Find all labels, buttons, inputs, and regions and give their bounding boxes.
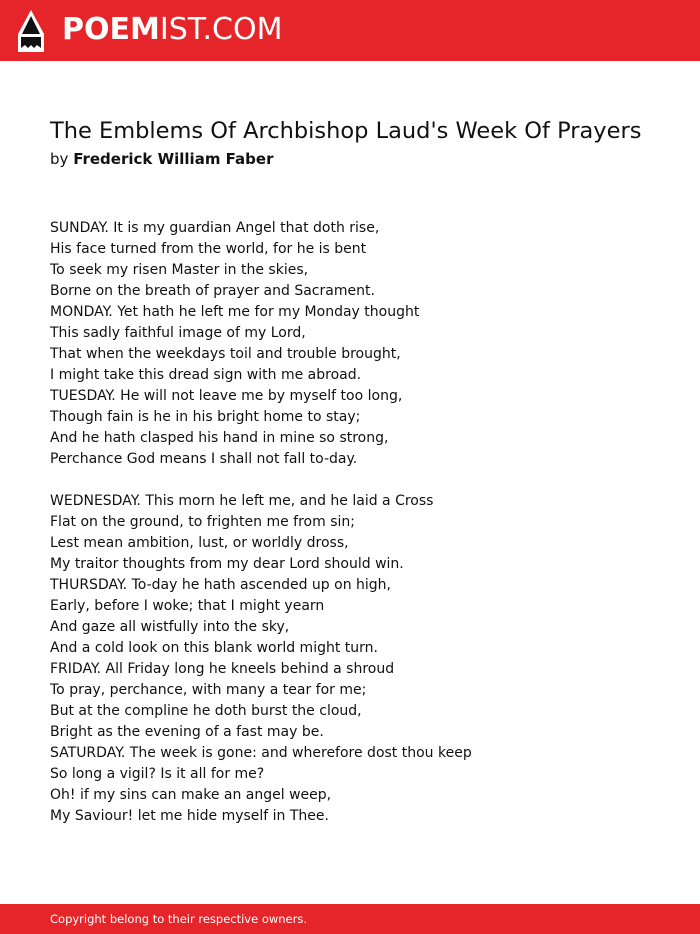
poem-line: His face turned from the world, for he is bent [50, 241, 367, 257]
poem-line: I might take this dread sign with me abroad. [50, 367, 362, 383]
logo-light-text: IST.COM [159, 12, 283, 47]
poem-line: TUESDAY. He will not leave me by myself too long, [50, 388, 403, 404]
poem-line: MONDAY. Yet hath he left me for my Monday thought [50, 304, 420, 320]
poem-line: So long a vigil? Is it all for me? [50, 766, 265, 782]
poem-line: FRIDAY. All Friday long he kneels behind a shroud [50, 661, 395, 677]
site-logo[interactable] [62, 12, 282, 48]
poem-title: The Emblems Of Archbishop Laud's Week Of Prayers [50, 118, 642, 144]
poem-line: Lest mean ambition, lust, or worldly dross, [50, 535, 349, 551]
poem-line: WEDNESDAY. This morn he left me, and he laid a Cross [50, 493, 434, 509]
site-header [0, 0, 700, 61]
poem-line: Flat on the ground, to frighten me from sin; [50, 514, 355, 530]
by-label: by [50, 150, 69, 168]
poem-line: Oh! if my sins can make an angel weep, [50, 787, 332, 803]
author-name: Frederick William Faber [73, 150, 274, 168]
poem-line: Bright as the evening of a fast may be. [50, 724, 324, 740]
poem-line: But at the compline he doth burst the cloud, [50, 703, 362, 719]
poem-line: Though fain is he in his bright home to stay; [50, 409, 361, 425]
copyright-text: Copyright belong to their respective owners. [50, 912, 308, 926]
poem-line: To pray, perchance, with many a tear for me; [50, 682, 367, 698]
poem-line: My Saviour! let me hide myself in Thee. [50, 808, 329, 824]
poem-line: THURSDAY. To-day he hath ascended up on high, [50, 577, 391, 593]
logo-bold-text: POEM [62, 12, 160, 47]
poem-line: This sadly faithful image of my Lord, [50, 325, 306, 341]
poem-line: Borne on the breath of prayer and Sacrament. [50, 283, 375, 299]
poem-line: SUNDAY. It is my guardian Angel that doth rise, [50, 220, 380, 236]
stanza-break [50, 470, 670, 491]
pencil-icon [18, 10, 44, 52]
poem-body [50, 218, 670, 827]
poem-line: That when the weekdays toil and trouble brought, [50, 346, 401, 362]
poem-line: SATURDAY. The week is gone: and wherefore dost thou keep [50, 745, 472, 761]
byline [50, 149, 273, 169]
poem-line: And he hath clasped his hand in mine so strong, [50, 430, 389, 446]
poem-line: And gaze all wistfully into the sky, [50, 619, 290, 635]
poem-line: To seek my risen Master in the skies, [50, 262, 309, 278]
poem-line: My traitor thoughts from my dear Lord should win. [50, 556, 404, 572]
poem-line: Perchance God means I shall not fall to-day. [50, 451, 358, 467]
poem-line: Early, before I woke; that I might yearn [50, 598, 325, 614]
poem-line: And a cold look on this blank world might turn. [50, 640, 378, 656]
site-footer [0, 904, 700, 934]
